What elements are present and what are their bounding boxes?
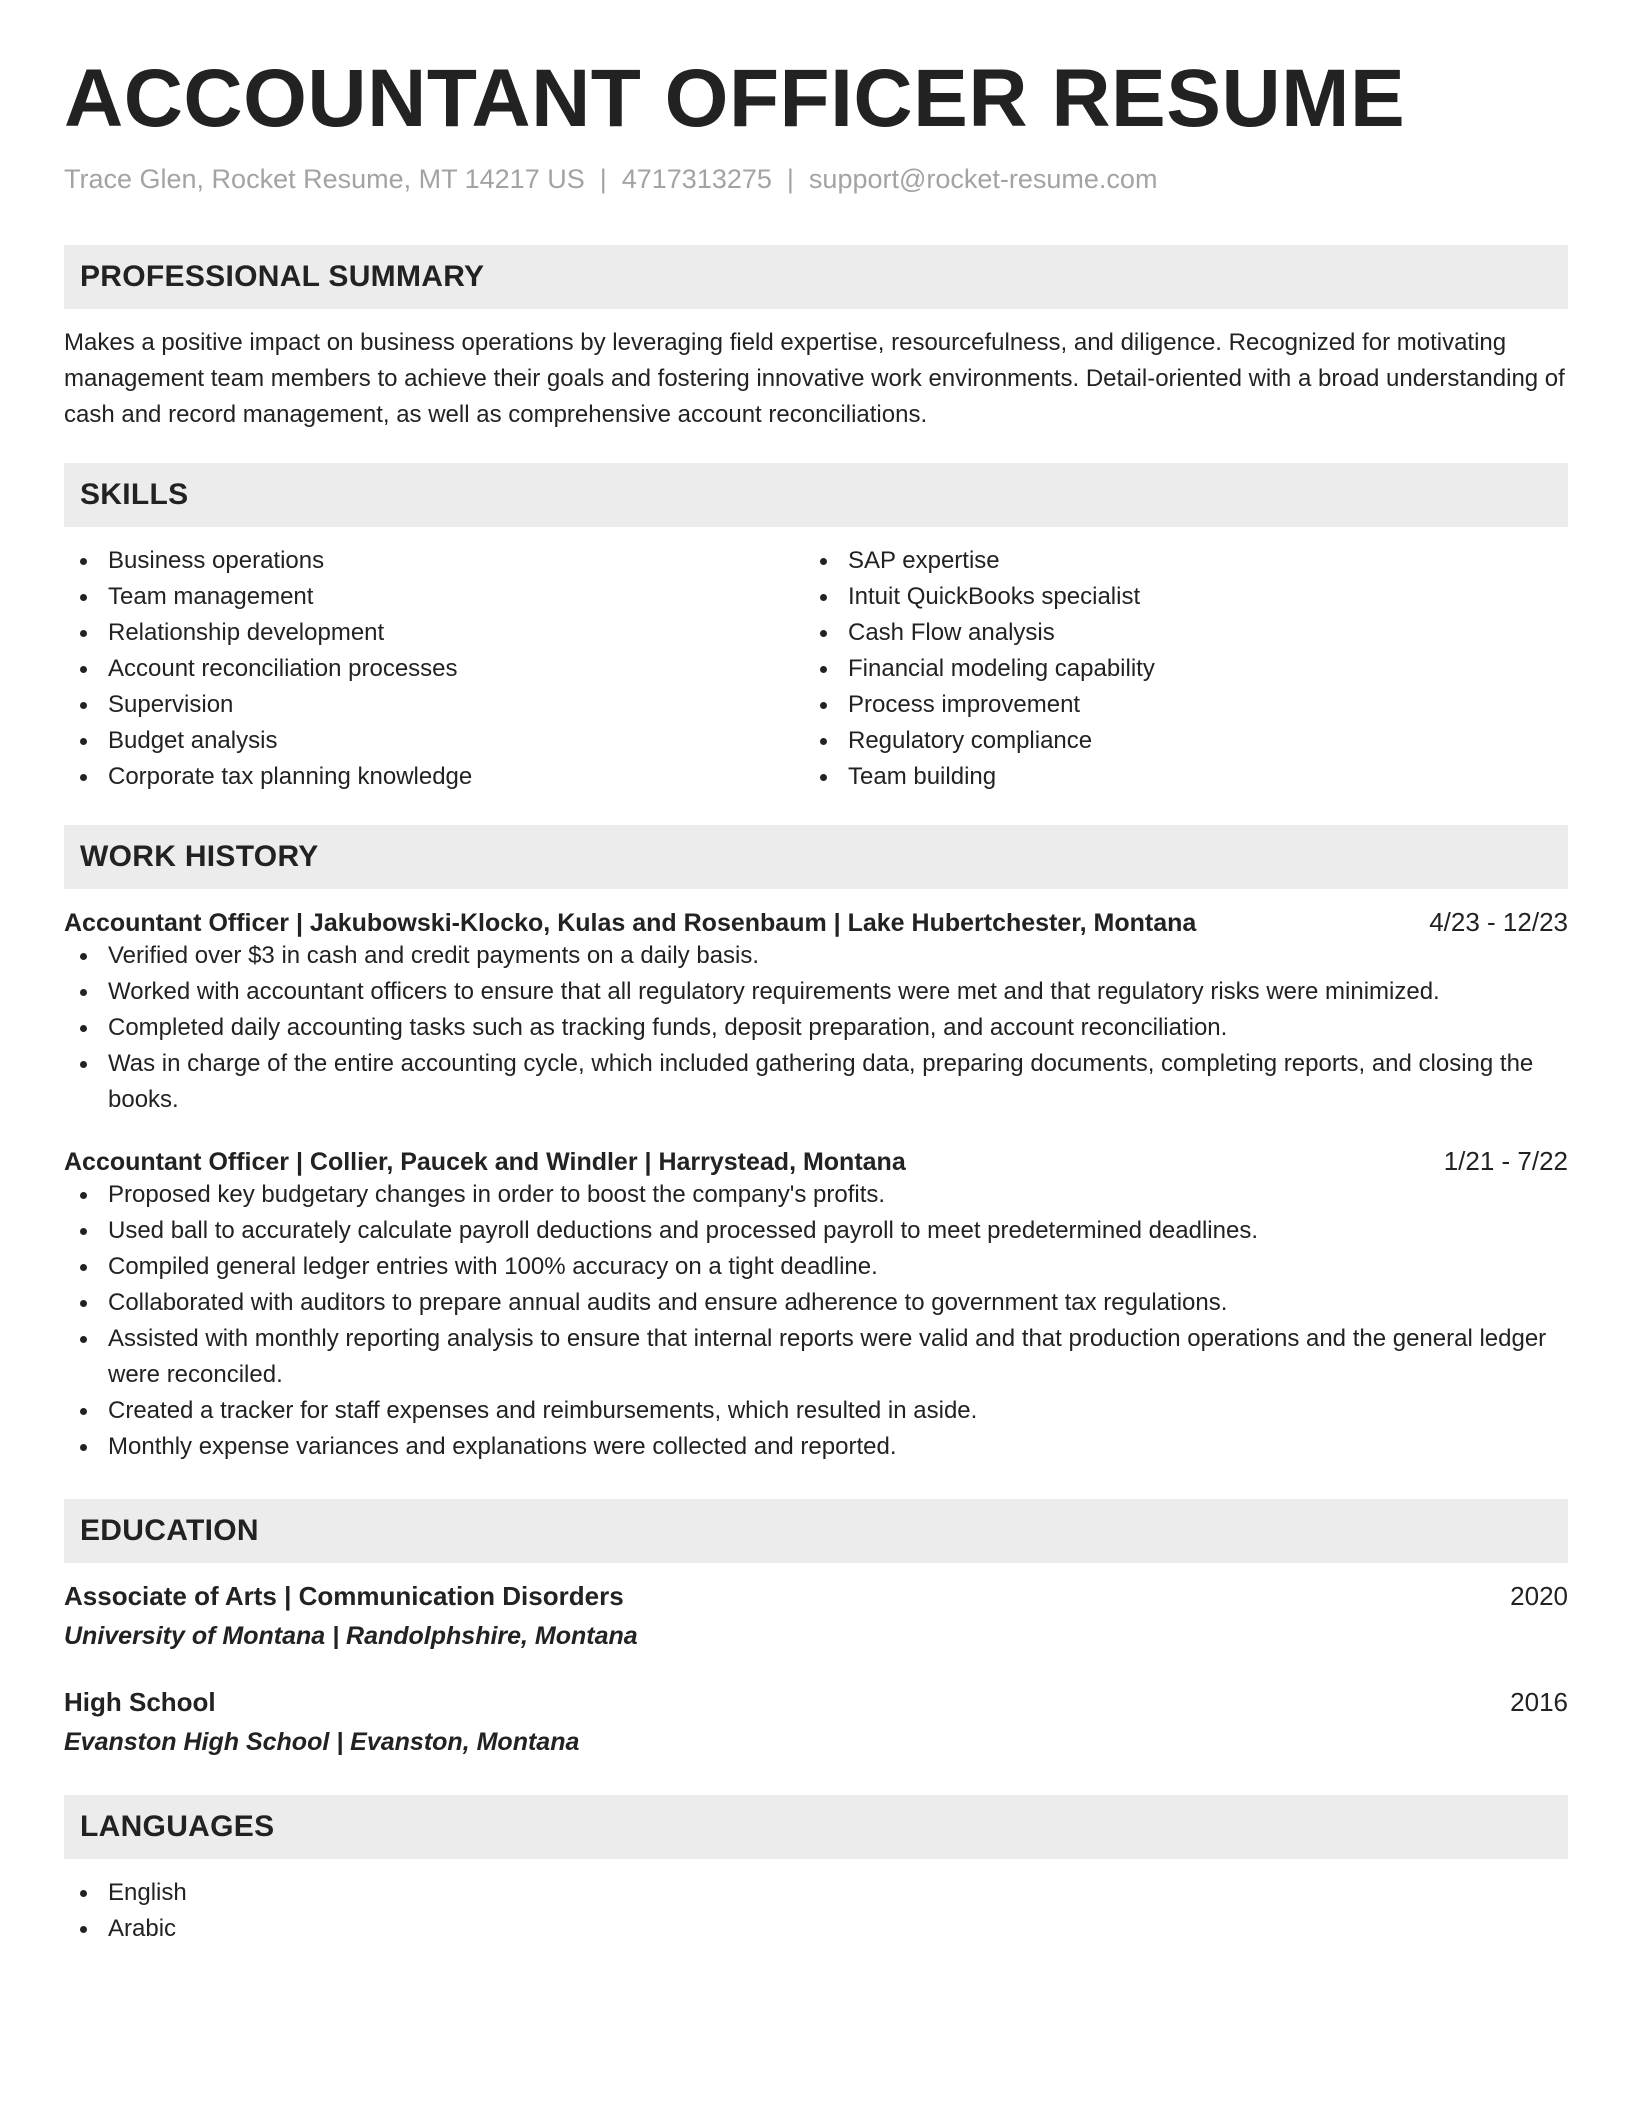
education-header <box>64 1687 1568 1718</box>
contact-line <box>64 164 1568 195</box>
education-school: Evanston High School | Evanston, Montana <box>64 1728 580 1757</box>
job-entry <box>64 1146 1568 1465</box>
skill-item: Supervision <box>64 687 804 723</box>
skill-item: Team management <box>64 579 804 615</box>
resume-title: ACCOUNTANT OFFICER RESUME <box>64 53 1406 144</box>
skill-item: Process improvement <box>804 687 1544 723</box>
job-bullet: Created a tracker for staff expenses and reimbursements, which resulted in aside. <box>64 1393 1568 1429</box>
language-item: Arabic <box>64 1911 1568 1947</box>
job-bullet: Worked with accountant officers to ensure that all regulatory requirements were met and that regulatory risks were minimized. <box>64 974 1568 1010</box>
skills-column-right <box>804 543 1544 795</box>
job-bullet: Compiled general ledger entries with 100% accuracy on a tight deadline. <box>64 1249 1568 1285</box>
skill-item: Intuit QuickBooks specialist <box>804 579 1544 615</box>
skill-item: Corporate tax planning knowledge <box>64 759 804 795</box>
education-degree: Associate of Arts | Communication Disorders <box>64 1581 624 1612</box>
job-dates: 1/21 - 7/22 <box>1443 1146 1568 1177</box>
skill-item: SAP expertise <box>804 543 1544 579</box>
section-heading-work: WORK HISTORY <box>64 825 1568 889</box>
skill-item: Team building <box>804 759 1544 795</box>
contact-phone: 4717313275 <box>621 164 772 195</box>
job-bullet: Monthly expense variances and explanations were collected and reported. <box>64 1429 1568 1465</box>
contact-separator: | <box>786 164 794 195</box>
skill-item: Business operations <box>64 543 804 579</box>
education-entry <box>64 1581 1568 1651</box>
language-item: English <box>64 1875 1568 1911</box>
job-bullet: Proposed key budgetary changes in order to boost the company's profits. <box>64 1177 1568 1213</box>
education-year: 2016 <box>1510 1687 1568 1718</box>
section-heading-education: EDUCATION <box>64 1499 1568 1563</box>
summary-text: Makes a positive impact on business operations by leveraging field expertise, resourcefulness, and diligence. Recognized for motivating management team members to achieve their goals and fostering innovative work environments. Detail-oriented with a broad understanding of cash and record management, as well as comprehensive account reconciliations. <box>64 329 1565 429</box>
skill-item: Financial modeling capability <box>804 651 1544 687</box>
education-degree: High School <box>64 1687 216 1718</box>
job-header <box>64 1146 1568 1177</box>
job-title: Accountant Officer | Collier, Paucek and Windler | Harrystead, Montana <box>64 1148 906 1177</box>
skill-item: Cash Flow analysis <box>804 615 1544 651</box>
job-bullet: Used ball to accurately calculate payroll deductions and processed payroll to meet predetermined deadlines. <box>64 1213 1568 1249</box>
contact-address: Trace Glen, Rocket Resume, MT 14217 US <box>64 164 585 195</box>
skills-list <box>64 543 1568 795</box>
section-heading-skills: SKILLS <box>64 463 1568 527</box>
section-heading-summary: PROFESSIONAL SUMMARY <box>64 245 1568 309</box>
skills-column-left <box>64 543 804 795</box>
education-year: 2020 <box>1510 1581 1568 1612</box>
job-title: Accountant Officer | Jakubowski-Klocko, Kulas and Rosenbaum | Lake Hubertchester, Montana <box>64 909 1197 938</box>
contact-email[interactable]: support@rocket-resume.com <box>808 164 1158 195</box>
job-bullet: Was in charge of the entire accounting cycle, which included gathering data, preparing documents, completing reports, and closing the books. <box>64 1046 1568 1118</box>
job-bullet: Completed daily accounting tasks such as tracking funds, deposit preparation, and account reconciliation. <box>64 1010 1568 1046</box>
job-bullet: Verified over $3 in cash and credit payments on a daily basis. <box>64 938 1568 974</box>
job-dates: 4/23 - 12/23 <box>1429 907 1568 938</box>
job-bullets <box>64 1177 1568 1465</box>
skill-item: Relationship development <box>64 615 804 651</box>
job-bullets <box>64 938 1568 1118</box>
contact-separator: | <box>599 164 607 195</box>
job-bullet: Collaborated with auditors to prepare annual audits and ensure adherence to government tax regulations. <box>64 1285 1568 1321</box>
section-heading-languages: LANGUAGES <box>64 1795 1568 1859</box>
education-school: University of Montana | Randolphshire, Montana <box>64 1622 638 1651</box>
languages-list <box>64 1875 1568 1947</box>
job-bullet: Assisted with monthly reporting analysis to ensure that internal reports were valid and that production operations and the general ledger were reconciled. <box>64 1321 1568 1393</box>
job-entry <box>64 907 1568 1118</box>
job-header <box>64 907 1568 938</box>
skill-item: Regulatory compliance <box>804 723 1544 759</box>
education-entry <box>64 1687 1568 1757</box>
skill-item: Budget analysis <box>64 723 804 759</box>
skill-item: Account reconciliation processes <box>64 651 804 687</box>
education-header <box>64 1581 1568 1612</box>
